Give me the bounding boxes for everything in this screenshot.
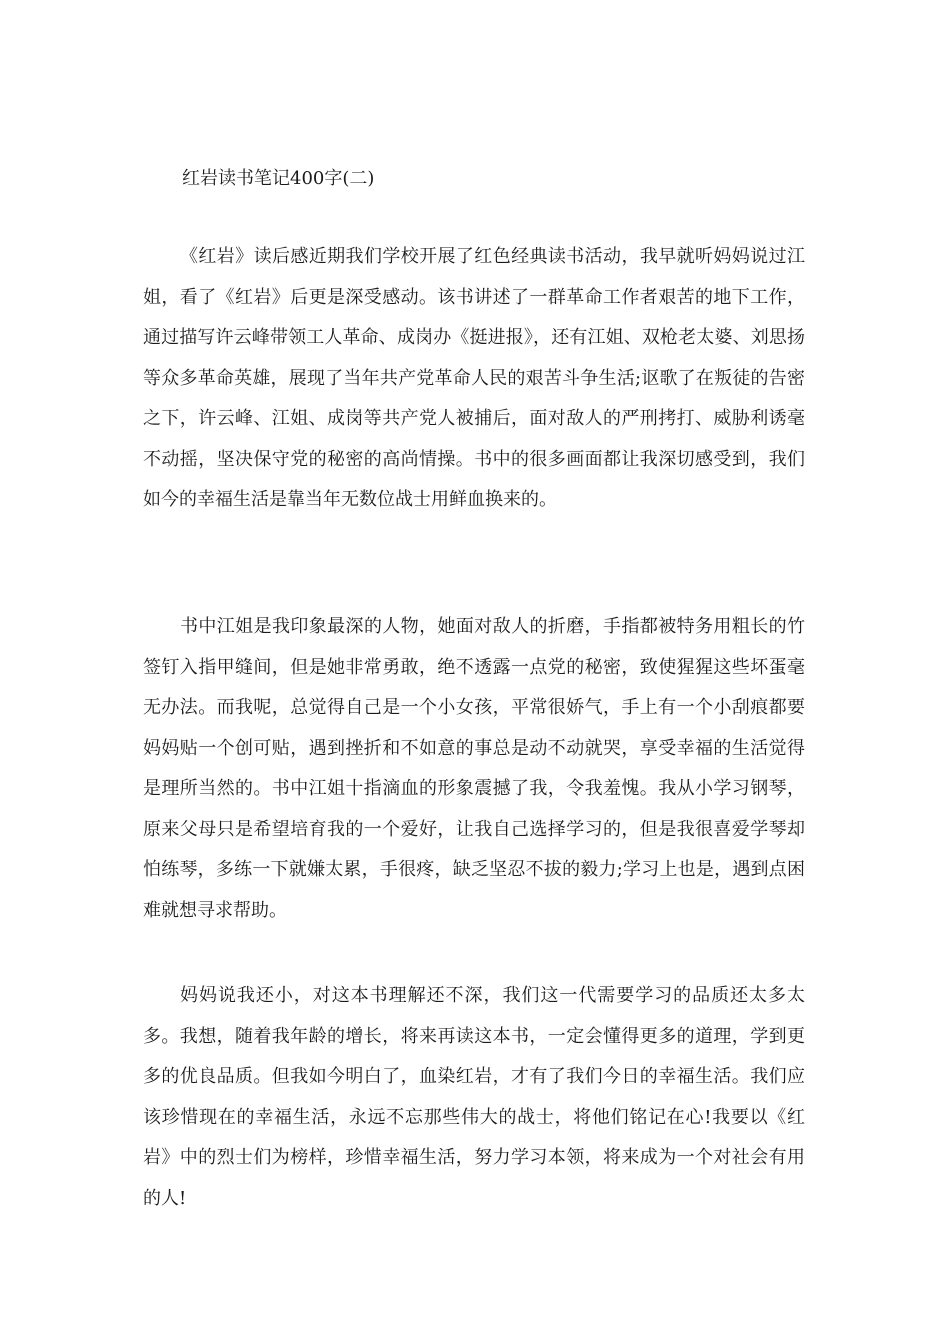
- paragraph-2: 书中江姐是我印象最深的人物，她面对敌人的折磨，手指都被特务用粗长的竹签钉入指甲缝间，但是她非常勇敢，绝不透露一点党的秘密，致使猩猩这些坏蛋毫无办法。而我呢，总觉得自己是一个小女孩，平常很娇气，手上有一个小刮痕都要妈妈贴一个创可贴，遇到挫折和不如意的事总是动不动就哭，享受幸福的生活觉得是理所当然的。书中江姐十指滴血的形象震撼了我，令我羞愧。我从小学习钢琴，原来父母只是希望培育我的一个爱好，让我自己选择学习的，但是我很喜爱学琴却怕练琴，多练一下就嫌太累，手很疼，缺乏坚忍不拔的毅力;学习上也是，遇到点困难就想寻求帮助。: [143, 616, 805, 921]
- document-title: 红岩读书笔记400字(二): [182, 168, 375, 189]
- paragraph-3: 妈妈说我还小，对这本书理解还不深，我们这一代需要学习的品质还太多太多。我想，随着我年龄的增长，将来再读这本书，一定会懂得更多的道理，学到更多的优良品质。但我如今明白了，血染红岩，才有了我们今日的幸福生活。我们应该珍惜现在的幸福生活，永远不忘那些伟大的战士，将他们铭记在心!我要以《红岩》中的烈士们为榜样，珍惜幸福生活，努力学习本领，将来成为一个对社会有用的人!: [143, 985, 805, 1209]
- paragraph-1: 《红岩》读后感近期我们学校开展了红色经典读书活动，我早就听妈妈说过江姐，看了《红岩》后更是深受感动。该书讲述了一群革命工作者艰苦的地下工作，通过描写许云峰带领工人革命、成岗办《挺进报》，还有江姐、双枪老太婆、刘思扬等众多革命英雄，展现了当年共产党革命人民的艰苦斗争生活;讴歌了在叛徒的告密之下，许云峰、江姐、成岗等共产党人被捕后，面对敌人的严刑拷打、威胁利诱毫不动摇，坚决保守党的秘密的高尚情操。书中的很多画面都让我深切感受到，我们如今的幸福生活是靠当年无数位战士用鲜血换来的。: [143, 246, 805, 510]
